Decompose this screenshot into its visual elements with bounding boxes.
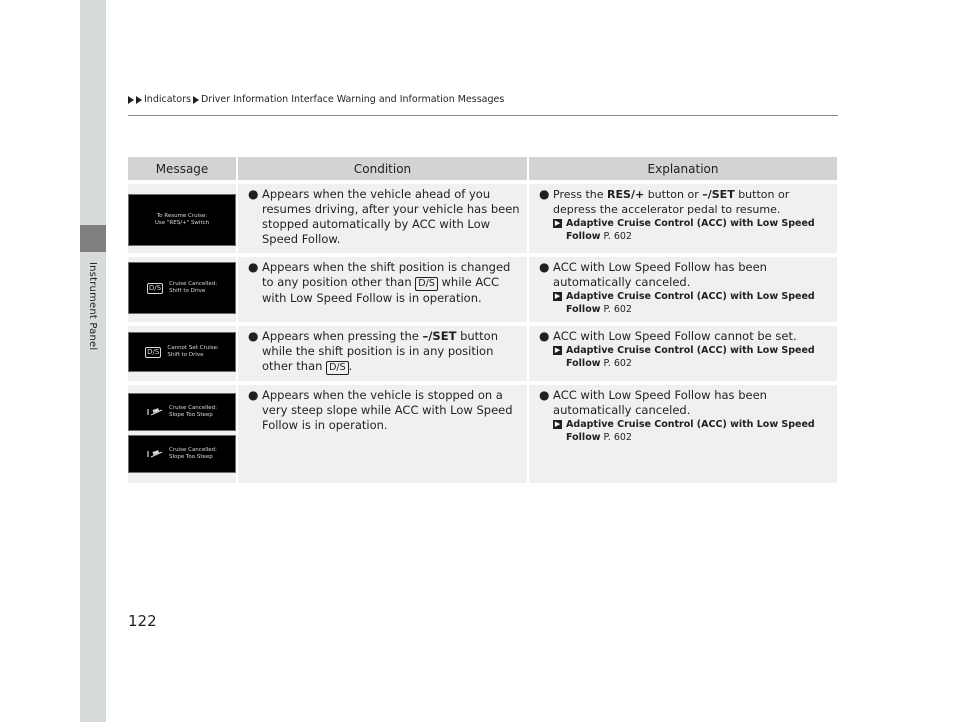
bullet-icon: ●	[248, 388, 259, 402]
shift-symbol-icon: D/S	[415, 277, 438, 291]
condition-cell	[236, 326, 527, 381]
column-header-message: Message	[128, 157, 236, 180]
bullet-icon: ●	[248, 260, 259, 274]
side-label: Instrument Panel	[87, 262, 98, 351]
message-cell	[128, 257, 236, 322]
explanation-cell	[527, 326, 837, 381]
column-header-condition: Condition	[236, 157, 527, 180]
breadcrumb-item[interactable]: Driver Information Interface Warning and Information Messages	[200, 94, 505, 105]
page-number: 122	[128, 612, 157, 630]
explanation-cell	[527, 385, 837, 483]
side-tab	[80, 225, 106, 252]
breadcrumb-arrow-icon	[128, 96, 134, 104]
explanation-cell	[527, 184, 837, 253]
table-row	[128, 326, 837, 381]
explanation-cell	[527, 257, 837, 322]
condition-cell	[236, 184, 527, 253]
bullet-icon: ●	[248, 329, 259, 343]
table-row	[128, 385, 837, 483]
bullet-icon: ●	[539, 388, 550, 402]
condition-text: Appears when pressing the –/SET button while the shift position is in any position other than D/S .	[262, 329, 499, 373]
reference-arrow-icon: ▶	[554, 420, 561, 428]
reference-arrow-icon: ▶	[554, 346, 561, 354]
reference-arrow-icon: ▶	[554, 219, 561, 227]
bullet-icon: ●	[248, 187, 259, 201]
message-cell	[128, 184, 236, 253]
condition-text: Appears when the shift position is changed to any position other than D/S while ACC with Low Speed Follow is in operation.	[262, 260, 511, 305]
cross-reference-link[interactable]: ▶ Adaptive Cruise Control (ACC) with Low Speed Follow P. 602	[554, 218, 815, 242]
breadcrumb-arrow-icon	[193, 96, 199, 104]
shift-symbol-icon: D/S	[147, 347, 160, 356]
reference-arrow-icon: ▶	[554, 292, 561, 300]
shift-symbol-icon: D/S	[148, 283, 162, 292]
condition-cell	[236, 385, 527, 483]
table-row	[128, 257, 837, 322]
explanation-text: Press the RES/+ button or –/SET button or depress the accelerator pedal to resume.	[553, 188, 790, 216]
condition-text: Appears when the vehicle ahead of you resumes driving, after your vehicle has been stopped automatically by ACC with Low Speed Follow.	[262, 187, 520, 246]
display-screen: Cruise Cancelled: Slope Too Steep	[128, 435, 236, 473]
message-cell	[128, 385, 236, 483]
screen-text: To Resume Cruise: Use "RES/+" Switch	[154, 213, 210, 226]
explanation-text: ACC with Low Speed Follow has been automatically canceled.	[553, 260, 767, 289]
cross-reference-link[interactable]: ▶ Adaptive Cruise Control (ACC) with Low Speed Follow P. 602	[554, 291, 815, 315]
cross-reference-link[interactable]: ▶ Adaptive Cruise Control (ACC) with Low Speed Follow P. 602	[554, 419, 815, 443]
header-rule	[128, 115, 838, 116]
display-screen: D/S Cruise Cancelled: Shift to Drive	[128, 262, 236, 314]
breadcrumb	[128, 94, 504, 105]
column-header-explanation: Explanation	[527, 157, 837, 180]
message-table	[128, 157, 837, 483]
condition-text: Appears when the vehicle is stopped on a very steep slope while ACC with Low Speed Follow is in operation.	[262, 388, 513, 432]
bullet-icon: ●	[539, 260, 550, 274]
cross-reference-link[interactable]: ▶ Adaptive Cruise Control (ACC) with Low Speed Follow P. 602	[554, 345, 815, 369]
steep-slope-icon	[147, 407, 163, 417]
display-screen	[128, 194, 236, 246]
display-screen: Cruise Cancelled: Slope Too Steep	[128, 393, 236, 431]
steep-slope-icon	[147, 449, 163, 459]
message-cell	[128, 326, 236, 381]
table-row	[128, 184, 837, 253]
condition-cell	[236, 257, 527, 322]
explanation-text: ACC with Low Speed Follow cannot be set.	[553, 329, 797, 343]
bullet-icon: ●	[539, 187, 550, 201]
display-screen: D/S Cannot Set Cruise: Shift to Drive	[128, 332, 236, 372]
side-strip	[80, 0, 106, 722]
shift-symbol-icon: D/S	[326, 361, 349, 375]
breadcrumb-arrow-icon	[136, 96, 142, 104]
breadcrumb-item[interactable]: Indicators	[144, 94, 191, 105]
bullet-icon: ●	[539, 329, 550, 343]
explanation-text: ACC with Low Speed Follow has been automatically canceled.	[553, 388, 767, 417]
